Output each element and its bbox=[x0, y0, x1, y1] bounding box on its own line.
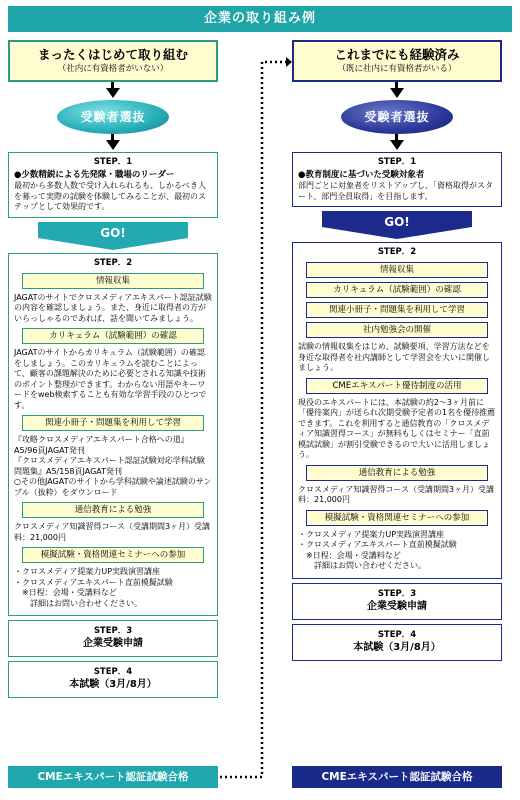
right-start-subtitle: （既に社内に有資格者がいる） bbox=[337, 64, 457, 74]
left-info-body: JAGATのサイトでクロスメディアエキスパート認証試験の内容を確認しましょう。また、身近に取得者の方がいらっしゃるのであれば、話を聞いてみましょう。 bbox=[14, 292, 212, 323]
right-course-body: クロスメディア知識習得コース（受講期間3ヶ月）受講料：21,000円 bbox=[298, 484, 495, 504]
left-mock-box: 模擬試験・資格関連セミナーへの参加 bbox=[22, 547, 204, 563]
right-info-box: 情報収集 bbox=[306, 262, 488, 278]
left-go-label: GO! bbox=[100, 225, 126, 240]
left-course-body: クロスメディア知識習得コース（受講期間3ヶ月）受講料：21,000円 bbox=[14, 522, 211, 542]
right-mock-body: ・クロスメディア提案力UP実践演習講座 ・クロスメディアエキスパート直前模擬試験 ※日程：会場・受講料など 詳細はお問い合わせください。 bbox=[298, 529, 457, 570]
right-step2-label: STEP．2 bbox=[377, 247, 417, 257]
right-curriculum-box: カリキュラム（試験範囲）の確認 bbox=[306, 282, 488, 298]
right-go-label: GO! bbox=[384, 215, 410, 229]
page-banner: 企業の取り組み例 bbox=[8, 6, 512, 32]
left-start-title: まったくはじめて取り組む bbox=[37, 47, 188, 62]
right-step1-heading: ●教育制度に基づいた受験対象者 bbox=[298, 170, 425, 180]
left-step1-heading: ●少数精鋭による先発隊・職場のリーダー bbox=[14, 170, 175, 180]
right-mock-box: 模擬試験・資格関連セミナーへの参加 bbox=[306, 510, 488, 526]
right-meeting-body: 試験の情報収集をはじめ、試験要項、学習方法などを身近な取得者を社内講師として学習会を大いに開催しましょう。 bbox=[298, 342, 490, 372]
right-course-box: 通信教育による勉強 bbox=[306, 465, 488, 481]
left-curriculum-body: JAGATのサイトからカリキュラム（試験範囲）の確認をしましょう。このカリキュラムを読むことによって、顧客の課題解決のために必要とされる知識や技術のポイント整理ができます。わからない用語やキーワードをweb検索することも有効な学習手段のひとつです。 bbox=[14, 348, 207, 410]
left-curriculum-box: カリキュラム（試験範囲）の確認 bbox=[22, 328, 204, 344]
left-step1-label: STEP．1 bbox=[93, 157, 133, 167]
left-mock-body: ・クロスメディア提案力UP実践演習講座 ・クロスメディアエキスパート直前模擬試験 ※日程：会場・受講料など 詳細はお問い合わせください。 bbox=[14, 567, 173, 608]
right-book-box: 関連小冊子・問題集を利用して学習 bbox=[306, 302, 488, 318]
left-step4-text: 本試験（3月/8月） bbox=[69, 679, 157, 690]
left-info-box: 情報収集 bbox=[22, 273, 204, 289]
left-final-pass-bar: CMEエキスパート認証試験合格 bbox=[8, 766, 218, 788]
left-course-box: 通信教育による勉強 bbox=[22, 502, 204, 518]
right-final-pass-bar: CMEエキスパート認証試験合格 bbox=[292, 766, 502, 788]
left-step2-label: STEP．2 bbox=[93, 257, 133, 268]
left-start-subtitle: （社内に有資格者がいない） bbox=[57, 64, 169, 74]
right-selection-oval: 受験者選抜 bbox=[341, 100, 453, 134]
left-book-body: 『攻略クロスメディアエキスパート合格への道』A5/96頁JAGAT発刊 『クロスメディアエキスパート認証試験対応学科試験問題集』A5/158頁JAGAT発刊 ○その他JAGATのサイトから学科試験や論述試験のサンプル（抜粋）をダウンロード bbox=[14, 435, 212, 497]
left-step3-label: STEP．3 bbox=[93, 626, 133, 636]
right-step1-label: STEP．1 bbox=[377, 157, 417, 167]
right-start-title: これまでにも経験済み bbox=[334, 47, 460, 62]
right-step3-text: 企業受験申請 bbox=[367, 600, 427, 612]
right-meeting-box: 社内勉強会の開催 bbox=[306, 322, 488, 338]
left-step4-label: STEP．4 bbox=[93, 667, 133, 677]
left-step1-body: 最初から多数人数で受け入れられるも、しかるべき人を募って実際の試験を体験してみることが、最初のステップとして効果的です。 bbox=[14, 181, 206, 211]
right-step4-label: STEP．4 bbox=[377, 629, 417, 640]
left-selection-oval: 受験者選抜 bbox=[57, 100, 169, 134]
left-book-box: 関連小冊子・問題集を利用して学習 bbox=[22, 415, 204, 431]
right-preferential-body: 現役のエキスパートには、本試験の約2〜3ヶ月前に「優待案内」が送られ次期受験予定者の1名を優待推薦できます。これを利用すると通信教育の「クロスメディア知識習得コース」が無料もしくはセミナー「直前模試試験」が割引受験できるので大いに活用しましょう。 bbox=[298, 397, 496, 459]
right-step3-label: STEP．3 bbox=[377, 588, 417, 599]
right-step1-body: 部門ごとに対象者をリストアップし、「資格取得がスタート、部門全員取得」を目指します。 bbox=[298, 181, 494, 201]
right-step4-text: 本試験（3月/8月） bbox=[353, 641, 441, 653]
left-step3-text: 企業受験申請 bbox=[83, 638, 143, 649]
right-preferential-box: CMEエキスパート優待制度の活用 bbox=[306, 378, 488, 394]
connector-arrowhead-icon bbox=[286, 57, 292, 67]
